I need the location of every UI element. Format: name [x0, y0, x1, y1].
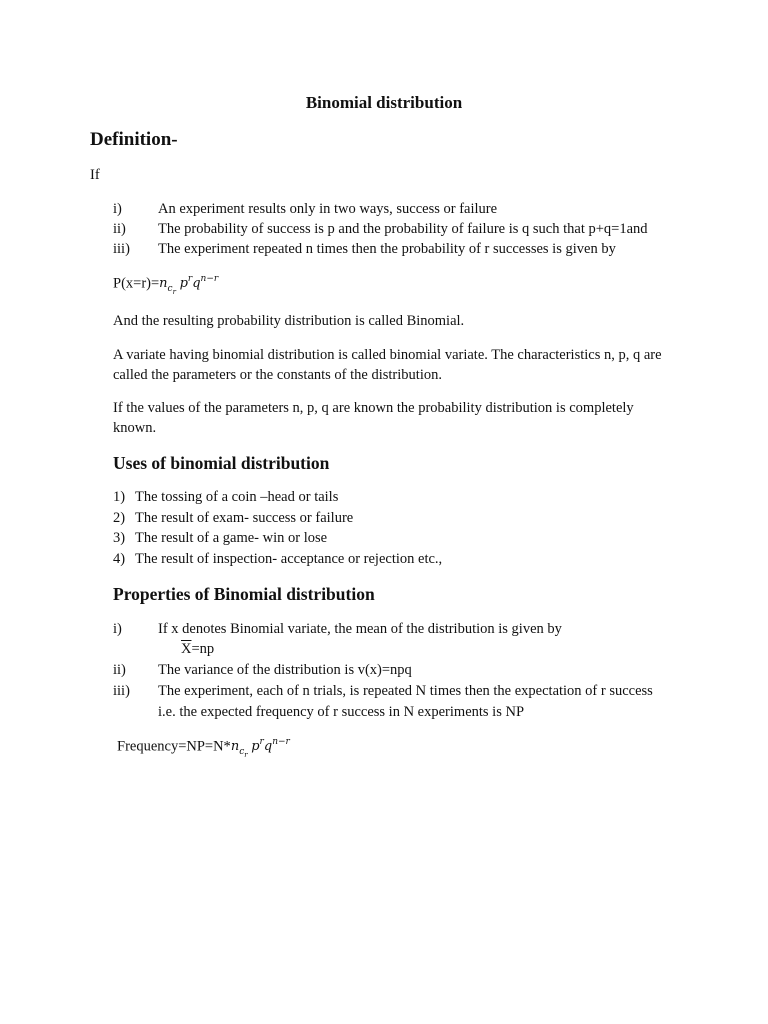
use-text: The result of a game- win or lose — [135, 530, 328, 546]
definition-heading: Definition- — [90, 129, 178, 150]
uses-heading: Uses of binomial distribution — [113, 453, 330, 473]
property-text: If x denotes Binomial variate, the mean of the distribution is given by — [158, 621, 562, 637]
binomial-probability-formula — [113, 275, 218, 296]
formula-p-power: $p^r$ — [251, 737, 264, 755]
document-title: Binomial distribution — [305, 93, 463, 112]
use-marker: 3) — [113, 530, 126, 546]
use-text: The result of exam- success or failure — [135, 510, 354, 526]
formula-n-c-r: $n_{c_r}$ — [230, 739, 248, 759]
property-text: The experiment, each of n trials, is repeated N times then the expectation of r success — [158, 683, 653, 699]
formula-prefix: P(x=r)= — [113, 275, 160, 292]
properties-heading: Properties of Binomial distribution — [113, 584, 375, 604]
property-marker: iii) — [113, 683, 130, 699]
condition-marker: iii) — [113, 241, 130, 257]
expected-frequency-formula — [117, 738, 290, 759]
x-bar-symbol: $\overline{X}$ — [181, 641, 192, 657]
property-marker: i) — [113, 621, 122, 637]
formula-n-c-r: $n_{c_r}$ — [159, 276, 176, 296]
formula-q-power: $q^{n-r}$ — [263, 737, 290, 755]
formula-q-power: $q^{n-r}$ — [192, 274, 219, 292]
intro-word: If — [90, 167, 100, 183]
property-marker: ii) — [113, 662, 126, 678]
use-text: The result of inspection- acceptance or rejection etc., — [135, 551, 443, 567]
use-marker: 2) — [113, 510, 126, 526]
condition-text: The experiment repeated n times then the probability of r successes is given by — [158, 241, 616, 257]
mean-formula: $\overline{X}=np$ — [181, 641, 215, 657]
property-text: The variance of the distribution is v(x)=npq — [158, 662, 412, 678]
property-text-continued: i.e. the expected frequency of r success in N experiments is NP — [158, 704, 525, 720]
condition-text: The probability of success is p and the probability of failure is q such that p+q=1and — [158, 221, 648, 237]
formula-p-power: $p^r$ — [179, 274, 193, 292]
condition-text: An experiment results only in two ways, success or failure — [158, 201, 498, 217]
use-text: The tossing of a coin –head or tails — [135, 489, 339, 505]
use-marker: 1) — [113, 489, 126, 505]
paragraph: If the values of the parameters n, p, q are known the probability distribution is completely known. — [113, 400, 634, 436]
paragraph: And the resulting probability distribution is called Binomial. — [113, 313, 465, 329]
formula-prefix: Frequency=NP=N* — [117, 738, 231, 755]
condition-marker: ii) — [113, 221, 126, 237]
condition-marker: i) — [113, 201, 122, 217]
use-marker: 4) — [113, 551, 126, 567]
paragraph: A variate having binomial distribution is called binomial variate. The characteristics n, p, q are called the parameters or the constants of the distribution. — [113, 347, 662, 383]
